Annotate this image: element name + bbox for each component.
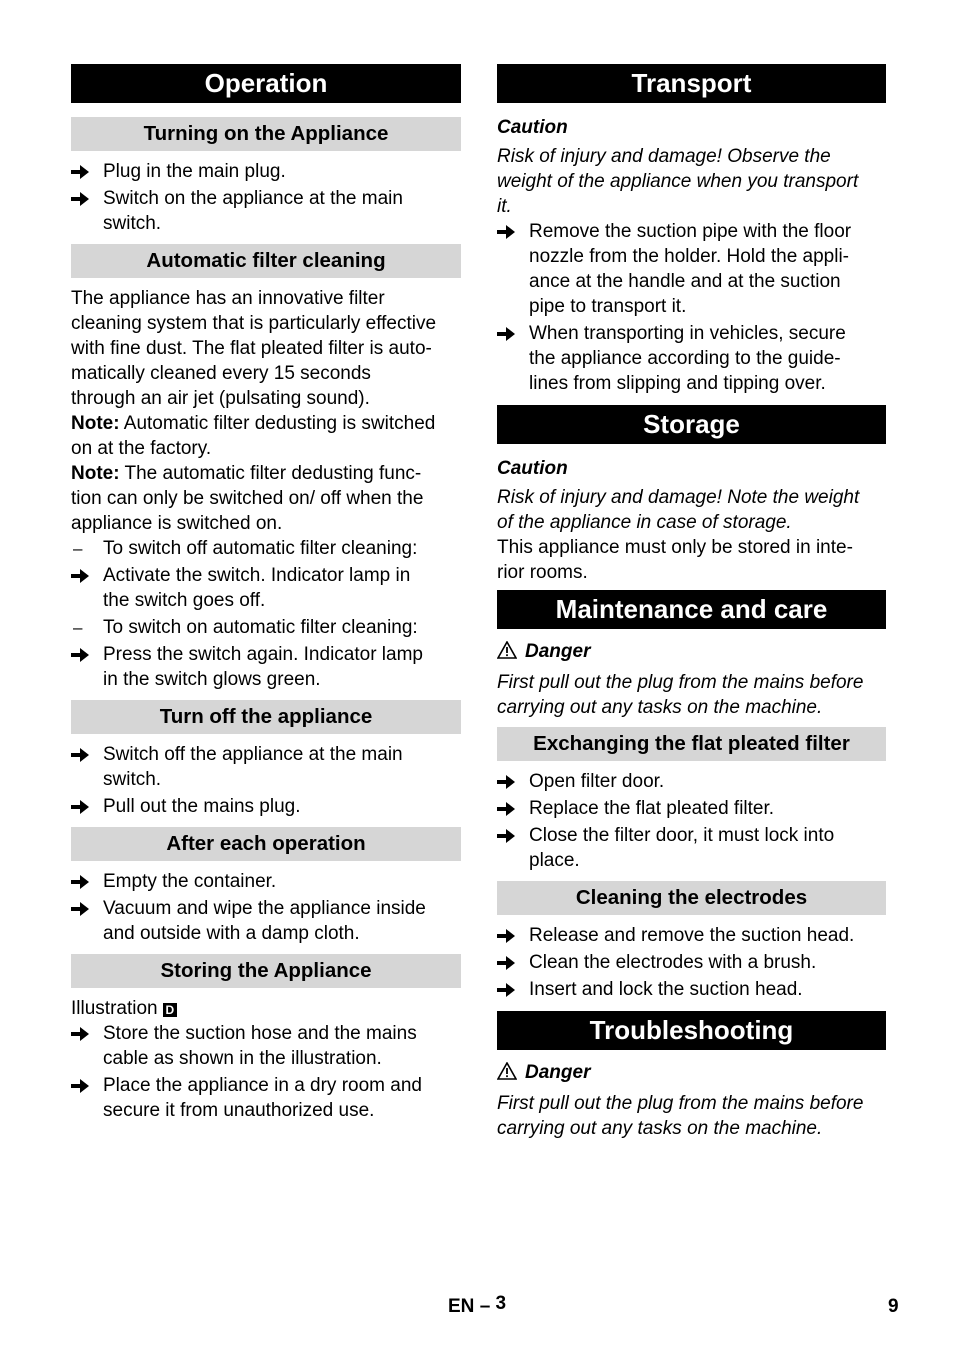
arrow-right-icon [497, 219, 521, 240]
footer-dash: – [479, 1296, 491, 1317]
list-item: Place the appliance in a dry room and secure it from unauthorized use. [71, 1073, 461, 1123]
arrow-right-icon [71, 742, 95, 763]
subsection-title-turning-on: Turning on the Appliance [71, 117, 461, 151]
subsection-title-storing: Storing the Appliance [71, 954, 461, 988]
arrow-right-icon [71, 186, 95, 207]
subsection-title-exchanging-filter: Exchanging the flat pleated filter [497, 727, 886, 761]
storing-steps [71, 996, 461, 1123]
danger-label: Danger [497, 1060, 886, 1087]
list-item: – To switch off automatic filter cleaning: [73, 538, 418, 559]
arrow-right-icon [71, 642, 95, 663]
turn-off-steps [71, 742, 461, 819]
footer-section-page: 3 [495, 1293, 507, 1314]
footer-lang: EN [448, 1296, 475, 1317]
list-item: When transporting in vehicles, secure the appliance according to the guide- lines from slipping and tipping over. [497, 321, 886, 396]
section-title-operation: Operation [71, 64, 461, 103]
arrow-right-icon [497, 321, 521, 342]
arrow-right-icon [71, 1073, 95, 1094]
transport-body: Caution Risk of injury and damage! Observe the weight of the appliance when you transport it. Remove the suction pipe with the floor nozzle from the holder. Hold the appli- ance at the handle and at the suction pipe to transport it. When transporting in vehicles, secure the appliance according to the guide- lines from slipping and tipping over. [497, 115, 886, 396]
arrow-right-icon [497, 950, 521, 971]
list-item: Remove the suction pipe with the floor nozzle from the holder. Hold the appli- ance at the handle and at the suction pipe to transport it. [497, 219, 886, 319]
list-item: Press the switch again. Indicator lamp in the switch glows green. [71, 642, 461, 692]
list-item: Plug in the main plug. [71, 159, 461, 184]
danger-label: Danger [497, 639, 886, 666]
section-title-transport: Transport [497, 64, 886, 103]
warning-triangle-icon [497, 1062, 517, 1087]
turning-on-steps [71, 159, 461, 236]
right-column [497, 64, 886, 1141]
footer-section-ref [448, 1293, 507, 1318]
troubleshooting-body: Danger First pull out the plug from the mains before carrying out any tasks on the machine. [497, 1060, 886, 1141]
list-item: Clean the electrodes with a brush. [497, 950, 886, 975]
list-item: Activate the switch. Indicator lamp in the switch goes off. [71, 563, 461, 613]
note-2: Note: The automatic filter dedusting func- [71, 463, 422, 484]
arrow-right-icon [497, 769, 521, 790]
list-item: Close the filter door, it must lock into place. [497, 823, 886, 873]
arrow-right-icon [497, 796, 521, 817]
caution-label: Caution [497, 458, 568, 479]
section-title-troubleshooting: Troubleshooting [497, 1011, 886, 1050]
subsection-title-auto-filter: Automatic filter cleaning [71, 244, 461, 278]
arrow-right-icon [71, 794, 95, 815]
section-title-storage: Storage [497, 405, 886, 444]
arrow-right-icon [71, 896, 95, 917]
warning-triangle-icon [497, 641, 517, 666]
list-item: Switch off the appliance at the main switch. [71, 742, 461, 792]
arrow-right-icon [497, 977, 521, 998]
filter-steps [497, 769, 886, 873]
list-item: Switch on the appliance at the main switch. [71, 186, 461, 236]
arrow-right-icon [71, 159, 95, 180]
arrow-right-icon [71, 869, 95, 890]
subsection-title-turn-off: Turn off the appliance [71, 700, 461, 734]
storage-body: Caution Risk of injury and damage! Note the weight of the appliance in case of storage. This appliance must only be stored in inte- rior rooms. [497, 456, 886, 585]
list-item: Store the suction hose and the mains cable as shown in the illustration. [71, 1021, 461, 1071]
page-number: 9 [888, 1296, 899, 1317]
subsection-title-cleaning-electrodes: Cleaning the electrodes [497, 881, 886, 915]
list-item: – To switch on automatic filter cleaning: [73, 617, 418, 638]
list-item: Pull out the mains plug. [71, 794, 461, 819]
list-item: Open filter door. [497, 769, 886, 794]
illustration-reference: Illustration D [71, 996, 461, 1021]
left-column [71, 64, 461, 1123]
auto-filter-body: The appliance has an innovative filter cleaning system that is particularly effective with fine dust. The flat pleated filter is auto- matically cleaned every 15 seconds through an air jet (pulsating sound). Note: Automatic filter dedusting is switched on at the factory. Note: The automatic filter dedusting func- tion can only be switched on/ off when the appliance is switched on. – To switch off automatic filter cleaning: Activate the switch. Indicator lamp in the switch goes off. – To switch on automatic filter cleaning: Press the switch again. Indicator lamp in the switch glows green. [71, 286, 461, 692]
electrodes-steps [497, 923, 886, 1002]
arrow-right-icon [497, 823, 521, 844]
list-item: Replace the flat pleated filter. [497, 796, 886, 821]
after-operation-steps [71, 869, 461, 946]
list-item: Release and remove the suction head. [497, 923, 886, 948]
note-1: Note: Automatic filter dedusting is switched [71, 413, 436, 434]
list-item: Vacuum and wipe the appliance inside and outside with a damp cloth. [71, 896, 461, 946]
list-item: Insert and lock the suction head. [497, 977, 886, 1002]
arrow-right-icon [71, 563, 95, 584]
section-title-maintenance: Maintenance and care [497, 590, 886, 629]
list-item: Empty the container. [71, 869, 461, 894]
arrow-right-icon [497, 923, 521, 944]
caution-label: Caution [497, 117, 568, 138]
subsection-title-after-operation: After each operation [71, 827, 461, 861]
maintenance-body: Danger First pull out the plug from the mains before carrying out any tasks on the machine. [497, 639, 886, 720]
illustration-d-icon: D [163, 1003, 177, 1017]
arrow-right-icon [71, 1021, 95, 1042]
